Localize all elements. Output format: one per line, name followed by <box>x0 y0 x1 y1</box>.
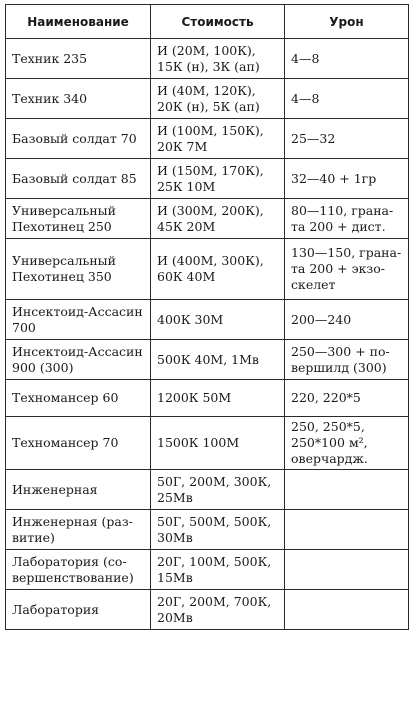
row-name: Инсектоид-Ассасин 700 <box>6 300 151 340</box>
table-row <box>6 470 409 510</box>
row-damage <box>285 510 409 550</box>
table-row <box>6 380 409 417</box>
row-damage: 200—240 <box>285 300 409 340</box>
row-damage: 25—32 <box>285 119 409 159</box>
row-name: Техномансер 60 <box>6 380 151 417</box>
row-name: Техник 340 <box>6 79 151 119</box>
row-name: Базовый солдат 70 <box>6 119 151 159</box>
row-damage: 32—40 + 1гр <box>285 159 409 199</box>
row-cost: 20Г, 200М, 700К, 20Мв <box>151 590 285 630</box>
row-damage <box>285 550 409 590</box>
header-cost: Стоимость <box>151 5 285 39</box>
row-damage: 250—300 + по- вершилд (300) <box>285 340 409 380</box>
row-damage: 4—8 <box>285 79 409 119</box>
row-cost: 50Г, 500М, 500К, 30Мв <box>151 510 285 550</box>
row-name: Инсектоид-Ассасин 900 (300) <box>6 340 151 380</box>
table-row <box>6 239 409 300</box>
row-damage: 250, 250*5, 250*100 м², оверчардж. <box>285 417 409 470</box>
table-row <box>6 199 409 239</box>
row-cost: 1500К 100М <box>151 417 285 470</box>
row-damage: 80—110, грана- та 200 + дист. <box>285 199 409 239</box>
row-damage <box>285 470 409 510</box>
row-cost: И (100М, 150К), 20К 7М <box>151 119 285 159</box>
row-name: Универсальный Пехотинец 250 <box>6 199 151 239</box>
row-cost: 1200К 50М <box>151 380 285 417</box>
row-name: Универсальный Пехотинец 350 <box>6 239 151 300</box>
table-row <box>6 417 409 470</box>
table-row <box>6 159 409 199</box>
header-row <box>6 5 409 39</box>
row-name: Инженерная (раз- витие) <box>6 510 151 550</box>
row-damage: 4—8 <box>285 39 409 79</box>
row-cost: И (20М, 100К), 15К (н), 3К (ап) <box>151 39 285 79</box>
row-name: Техник 235 <box>6 39 151 79</box>
row-damage: 220, 220*5 <box>285 380 409 417</box>
header-damage: Урон <box>285 5 409 39</box>
row-cost: 50Г, 200М, 300К, 25Мв <box>151 470 285 510</box>
row-damage <box>285 590 409 630</box>
row-name: Базовый солдат 85 <box>6 159 151 199</box>
row-cost: И (40М, 120К), 20К (н), 5К (ап) <box>151 79 285 119</box>
table-row <box>6 300 409 340</box>
units-table <box>5 4 409 630</box>
row-cost: 500К 40М, 1Мв <box>151 340 285 380</box>
table-row <box>6 550 409 590</box>
table-row <box>6 79 409 119</box>
row-name: Лаборатория <box>6 590 151 630</box>
row-cost: И (300М, 200К), 45К 20М <box>151 199 285 239</box>
row-cost: И (400М, 300К), 60К 40М <box>151 239 285 300</box>
row-cost: И (150М, 170К), 25К 10М <box>151 159 285 199</box>
row-damage: 130—150, грана- та 200 + экзо- скелет <box>285 239 409 300</box>
row-name: Техномансер 70 <box>6 417 151 470</box>
table-row <box>6 340 409 380</box>
table-row <box>6 510 409 550</box>
table-row <box>6 119 409 159</box>
table-row <box>6 590 409 630</box>
row-name: Лаборатория (со- вершенствование) <box>6 550 151 590</box>
table-row <box>6 39 409 79</box>
row-name: Инженерная <box>6 470 151 510</box>
row-cost: 20Г, 100М, 500К, 15Мв <box>151 550 285 590</box>
header-name: Наименование <box>6 5 151 39</box>
row-cost: 400К 30М <box>151 300 285 340</box>
